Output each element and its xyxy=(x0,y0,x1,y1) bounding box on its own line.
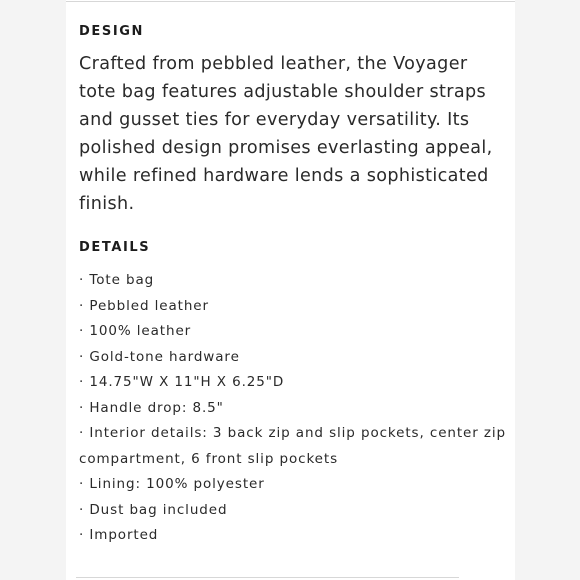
detail-item: · Lining: 100% polyester xyxy=(79,476,265,492)
details-heading: DETAILS xyxy=(79,240,151,255)
detail-item: · Handle drop: 8.5" xyxy=(79,399,224,416)
detail-item: · Tote bag xyxy=(79,272,155,288)
detail-item: · Dust bag included xyxy=(79,501,228,518)
detail-item: · Interior details: 3 back zip and slip pockets, center zip compartment, 6 front slip pockets xyxy=(79,425,507,467)
product-info-panel xyxy=(66,0,515,580)
detail-item: · 14.75"W X 11"H X 6.25"D xyxy=(79,374,285,390)
product-info-content xyxy=(79,22,509,549)
detail-item: · Imported xyxy=(79,527,159,543)
design-description: Crafted from pebbled leather, the Voyager tote bag features adjustable shoulder straps and gusset ties for everyday versatility. Its polished design promises everlasting appeal, while refined hardware lends a sophisticated finish. xyxy=(79,54,493,214)
design-heading: DESIGN xyxy=(79,24,145,39)
detail-item: · Gold-tone hardware xyxy=(79,348,240,365)
top-divider xyxy=(66,1,515,2)
detail-item: · 100% leather xyxy=(79,323,192,339)
details-list xyxy=(79,268,509,549)
bottom-divider xyxy=(76,577,459,578)
detail-item: · Pebbled leather xyxy=(79,297,209,314)
